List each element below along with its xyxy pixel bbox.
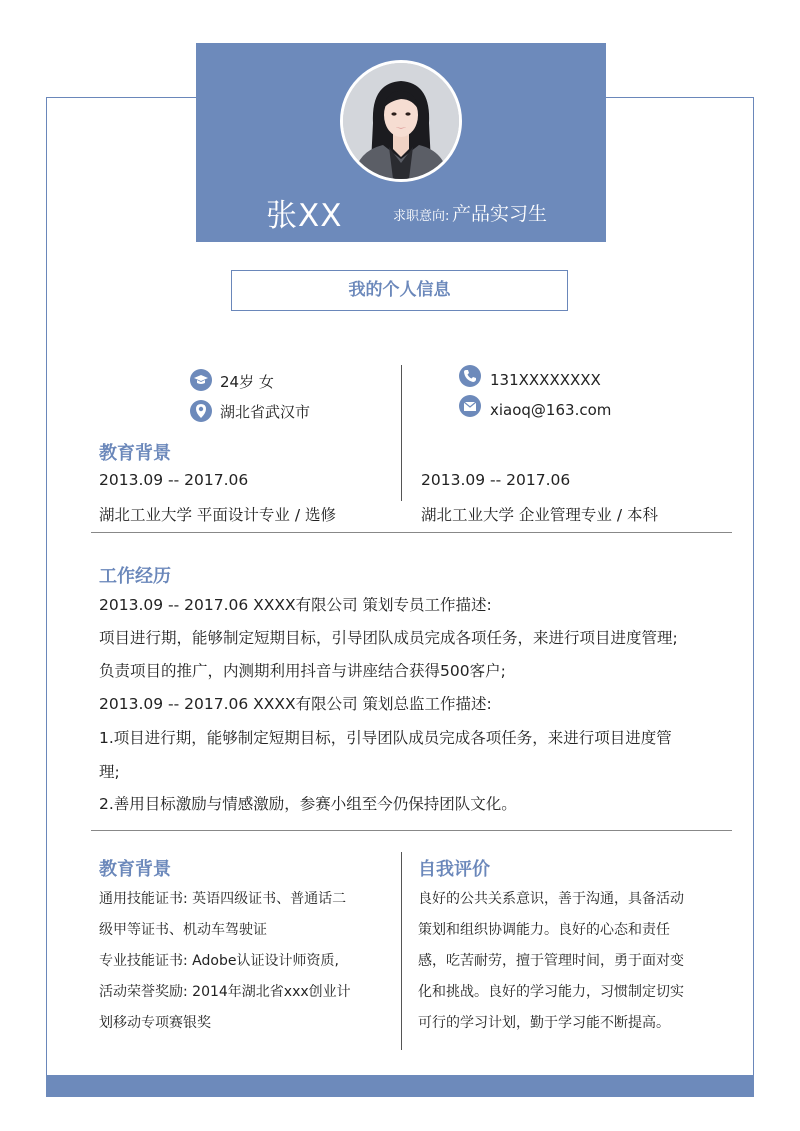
age-gender: 24岁 女 (220, 373, 274, 391)
work-heading: 工作经历 (99, 566, 171, 587)
graduation-cap-icon (190, 369, 212, 391)
work-line: 理; (99, 763, 120, 781)
work-line: 负责项目的推广，内测期利用抖音与讲座结合获得500客户; (99, 662, 506, 680)
job-intent-value: 产品实习生 (452, 203, 548, 225)
bottom-divider (401, 852, 402, 1050)
education-left-period: 2013.09 -- 2017.06 (99, 471, 249, 489)
education-heading: 教育背景 (99, 443, 171, 464)
location: 湖北省武汉市 (220, 403, 311, 421)
self-eval-line: 良好的公共关系意识，善于沟通，具备活动 (418, 891, 684, 907)
education-right-detail: 湖北工业大学 企业管理专业 / 本科 (421, 506, 659, 524)
email: xiaoq@163.com (490, 401, 612, 419)
self-eval-heading: 自我评价 (418, 859, 490, 880)
section-divider (91, 532, 732, 533)
work-line: 项目进行期，能够制定短期目标，引导团队成员完成各项任务，来进行项目进度管理; (99, 629, 678, 647)
phone-number: 131XXXXXXXX (490, 371, 601, 389)
avatar (340, 60, 462, 182)
education-right-period: 2013.09 -- 2017.06 (421, 471, 571, 489)
work-line: 1.项目进行期，能够制定短期目标，引导团队成员完成各项任务，来进行项目进度管 (99, 729, 672, 747)
location-pin-icon (190, 400, 212, 422)
info-divider (401, 365, 402, 501)
cert-line: 专业技能证书: Adobe认证设计师资质, (99, 953, 339, 969)
self-eval-line: 可行的学习计划，勤于学习能不断提高。 (418, 1015, 670, 1031)
certificates-heading: 教育背景 (99, 859, 171, 880)
cert-line: 通用技能证书: 英语四级证书、普通话二 (99, 891, 347, 907)
cert-line: 划移动专项赛银奖 (99, 1015, 211, 1031)
phone-icon (459, 365, 481, 387)
work-line: 2013.09 -- 2017.06 XXXX有限公司 策划总监工作描述: (99, 695, 492, 713)
section-divider (91, 830, 732, 831)
self-eval-line: 策划和组织协调能力。良好的心态和责任 (418, 922, 670, 938)
mail-icon (459, 395, 481, 417)
work-line: 2013.09 -- 2017.06 XXXX有限公司 策划专员工作描述: (99, 596, 492, 614)
cert-line: 级甲等证书、机动车驾驶证 (99, 922, 267, 938)
job-intent-label: 求职意向: (393, 209, 450, 224)
self-eval-line: 感，吃苦耐劳，擅于管理时间，勇于面对变 (418, 953, 684, 969)
cert-line: 活动荣誉奖励: 2014年湖北省xxx创业计 (99, 984, 351, 1000)
self-eval-line: 化和挑战。良好的学习能力，习惯制定切实 (418, 984, 684, 1000)
work-line: 2.善用目标激励与情感激励，参赛小组至今仍保持团队文化。 (99, 795, 517, 813)
personal-info-title: 我的个人信息 (231, 270, 568, 311)
footer-bar (46, 1075, 754, 1097)
candidate-name: 张XX (266, 198, 343, 234)
education-left-detail: 湖北工业大学 平面设计专业 / 选修 (99, 506, 337, 524)
